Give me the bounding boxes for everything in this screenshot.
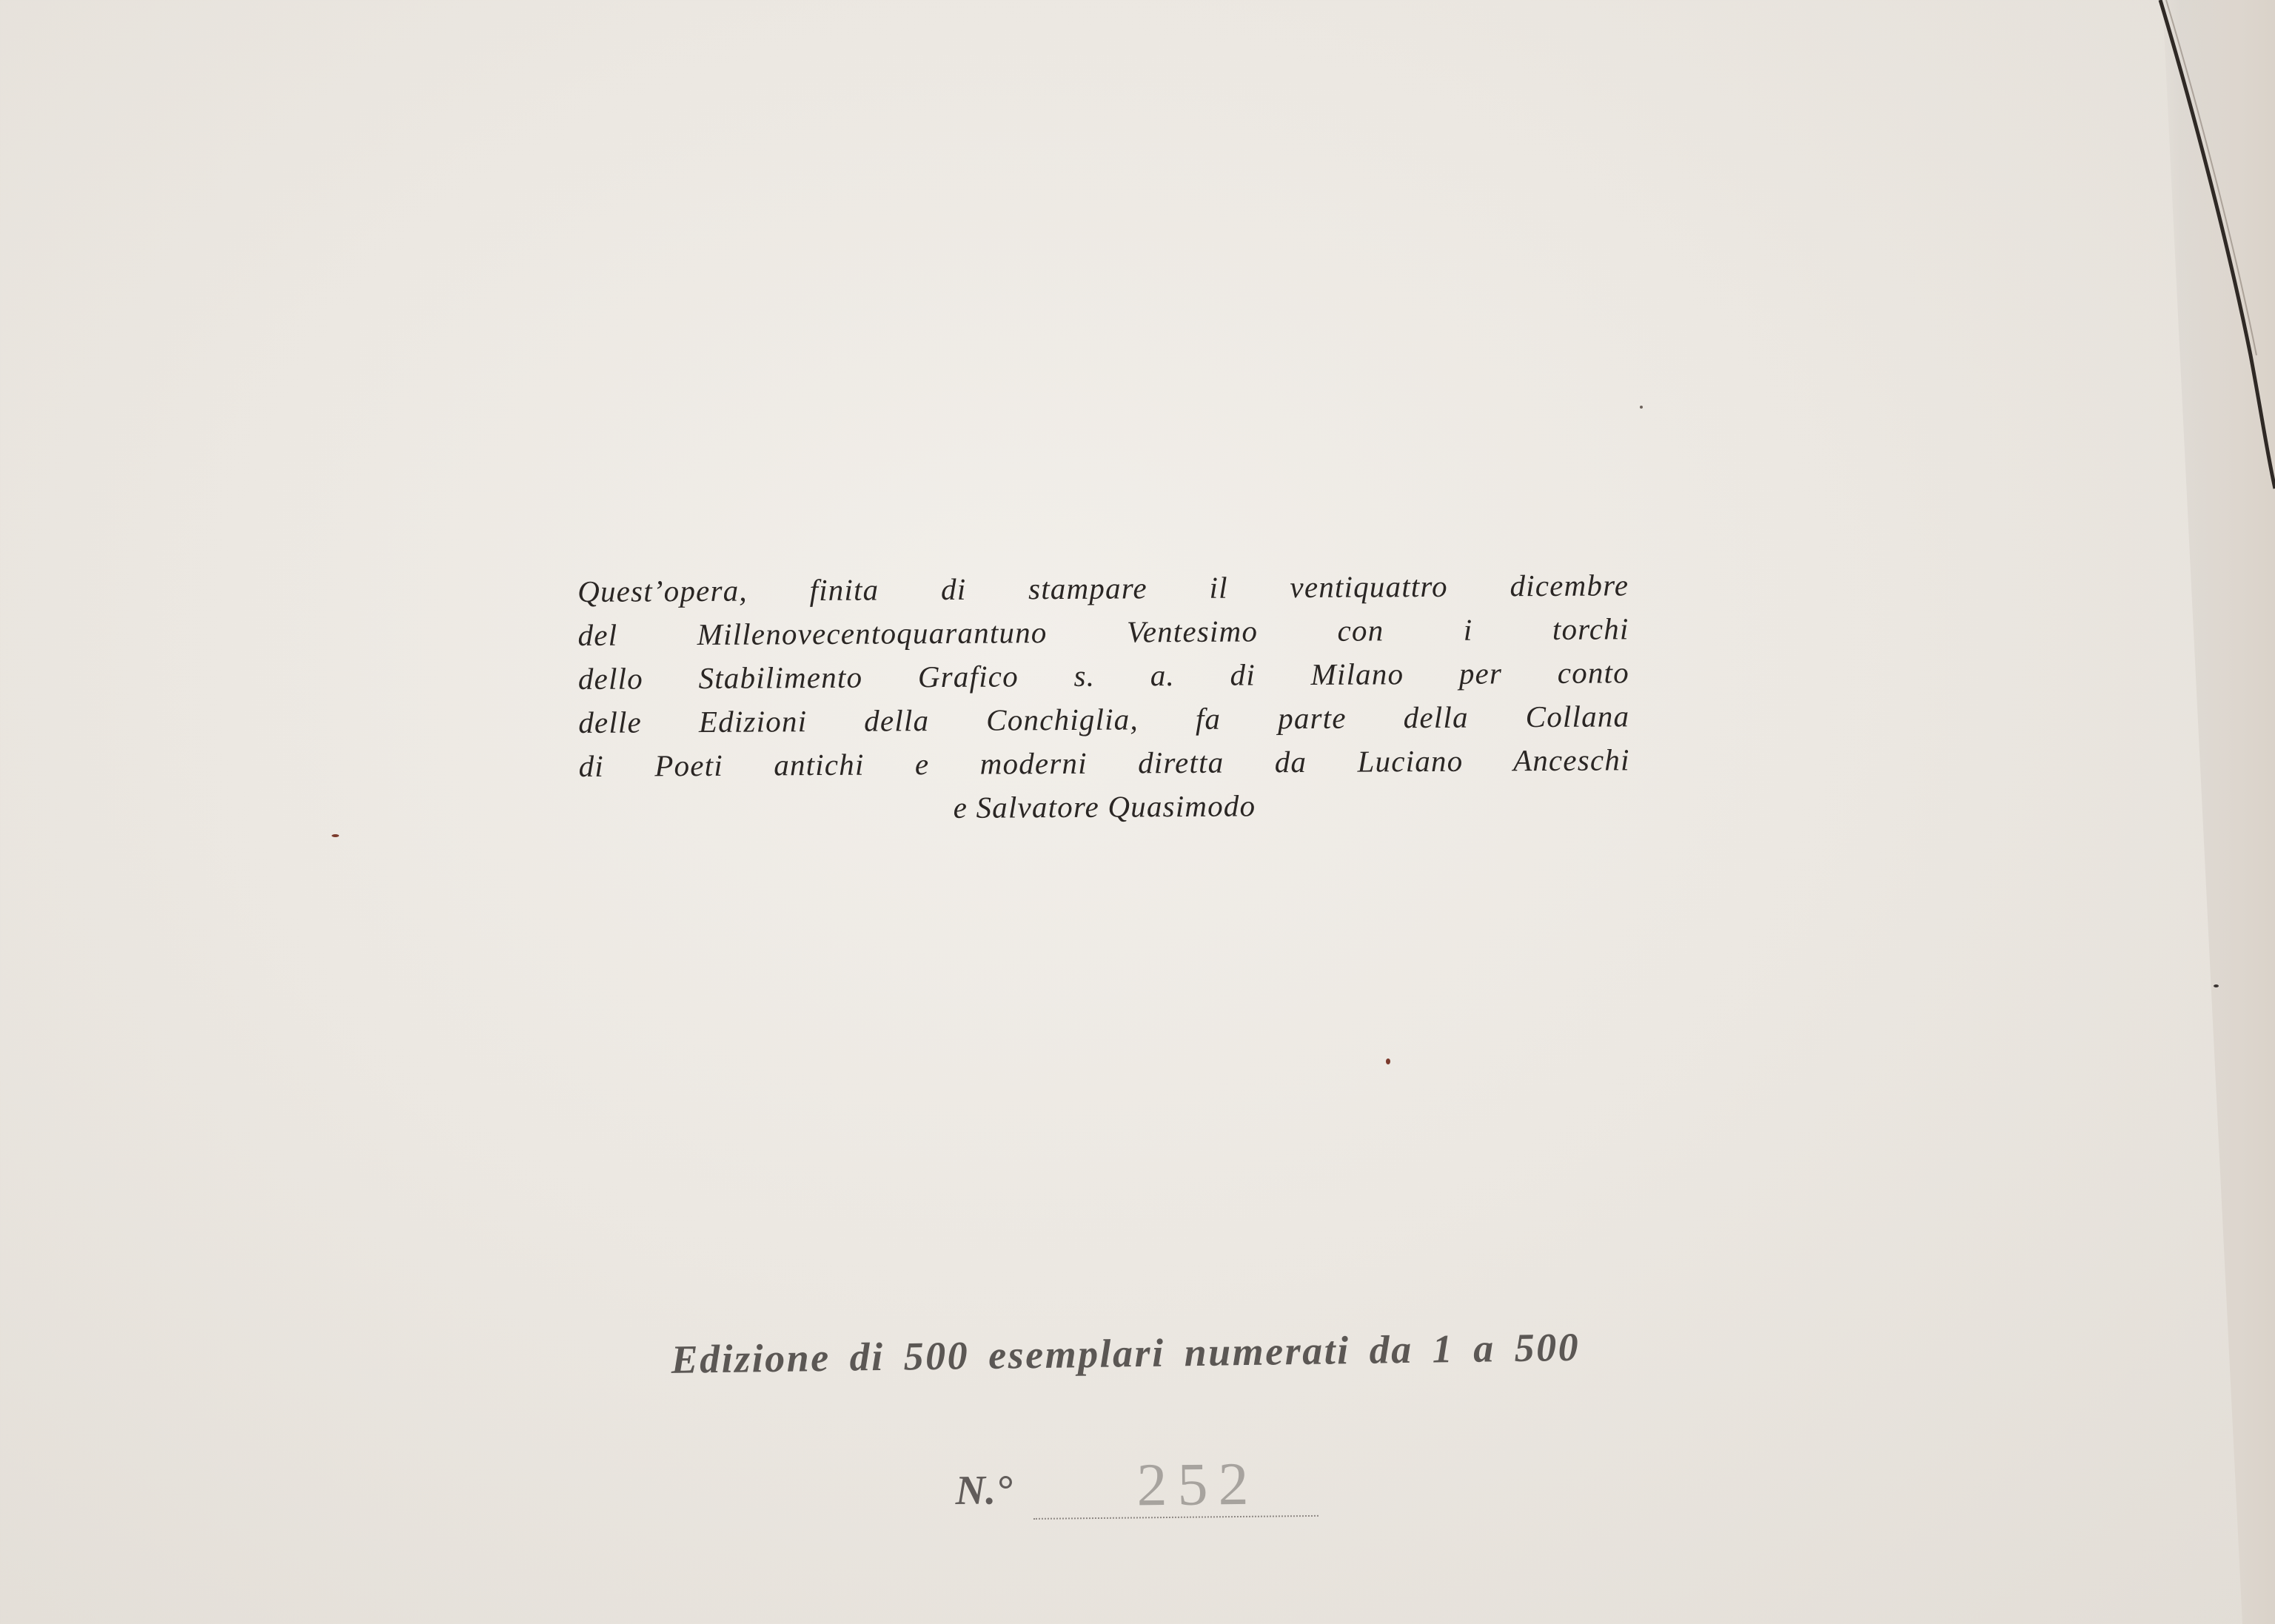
colophon-line: di Poeti antichi e moderni diretta da Luciano Anceschi [578, 742, 1630, 783]
colophon-line: del Millenovecentoquarantuno Ventesimo con i torchi [577, 611, 1629, 652]
paper-speck [1640, 406, 1643, 409]
paper-speck [2214, 984, 2219, 987]
colophon-line: delle Edizioni della Conchiglia, fa parte della Collana [578, 699, 1630, 739]
copy-number-row [955, 1447, 1341, 1517]
colophon-line: e Salvatore Quasimodo [953, 788, 1256, 825]
colophon-line: Quest’opera, finita di stampare il ventiquattro dicembre [577, 568, 1629, 608]
colophon-line: dello Stabilimento Grafico s. a. di Milano per conto [577, 655, 1630, 696]
colophon-text [577, 563, 1630, 832]
paper-speck [1386, 1058, 1390, 1064]
copy-number-value: 252 [1136, 1449, 1259, 1519]
paper-speck [332, 834, 339, 837]
edition-statement: Edizione di 500 esemplari numerati da 1 a 500 [671, 1324, 1581, 1382]
copy-number-label: N.° [955, 1467, 1013, 1514]
